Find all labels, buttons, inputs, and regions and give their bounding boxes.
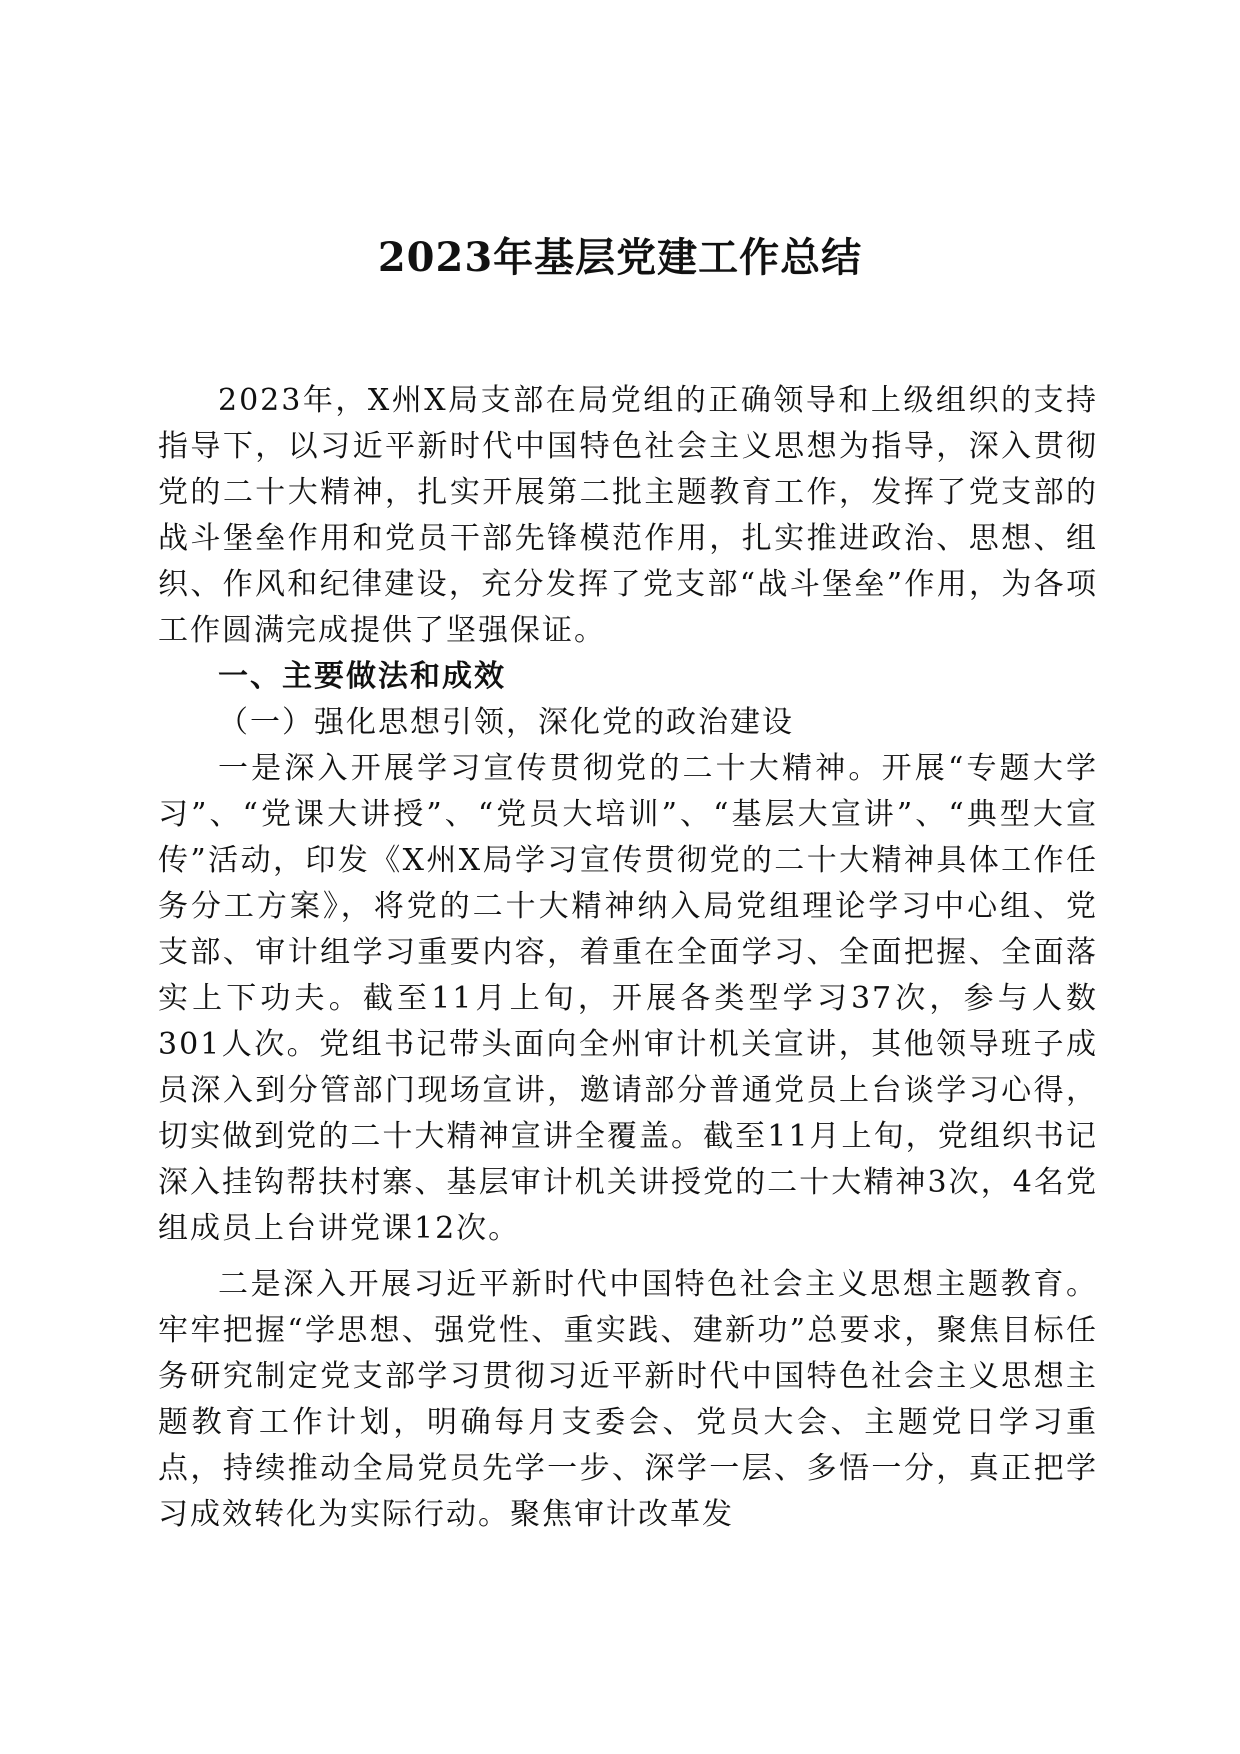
document-title: 2023年基层党建工作总结 bbox=[377, 234, 863, 281]
body-paragraph-1: 一是深入开展学习宣传贯彻党的二十大精神。开展“专题大学习”、“党课大讲授”、“党员大培训”、“基层大宣讲”、“典型大宣传”活动，印发《X州X局学习宣传贯彻党的二十大精神具体工作任务分工方案》，将党的二十大精神纳入局党组理论学习中心组、党支部、审计组学习重要内容，着重在全面学习、全面把握、全面落实上下功夫。截至11月上旬，开展各类型学习37次，参与人数301人次。党组书记带头面向全州审计机关宣讲，其他领导班子成员深入到分管部门现场宣讲，邀请部分普通党员上台谈学习心得，切实做到党的二十大精神宣讲全覆盖。截至11月上旬，党组织书记深入挂钩帮扶村寨、基层审计机关讲授党的二十大精神3次，4名党组成员上台讲党课12次。 bbox=[158, 751, 1098, 1246]
body-paragraph-2: 二是深入开展习近平新时代中国特色社会主义思想主题教育。牢牢把握“学思想、强党性、重实践、建新功”总要求，聚焦目标任务研究制定党支部学习贯彻习近平新时代中国特色社会主义思想主题教育工作计划，明确每月支委会、党员大会、主题党日学习重点，持续推动全局党员先学一步、深学一层、多悟一分，真正把学习成效转化为实际行动。聚焦审计改革发 bbox=[158, 1267, 1098, 1532]
document-body bbox=[158, 378, 1098, 1538]
section-heading: 一、主要做法和成效 bbox=[218, 659, 506, 694]
subsection-heading: （一）强化思想引领，深化党的政治建设 bbox=[218, 705, 794, 740]
intro-paragraph: 2023年，X州X局支部在局党组的正确领导和上级组织的支持指导下，以习近平新时代中国特色社会主义思想为指导，深入贯彻党的二十大精神，扎实开展第二批主题教育工作，发挥了党支部的战斗堡垒作用和党员干部先锋模范作用，扎实推进政治、思想、组织、作风和纪律建设，充分发挥了党支部“战斗堡垒”作用，为各项工作圆满完成提供了坚强保证。 bbox=[158, 383, 1098, 648]
